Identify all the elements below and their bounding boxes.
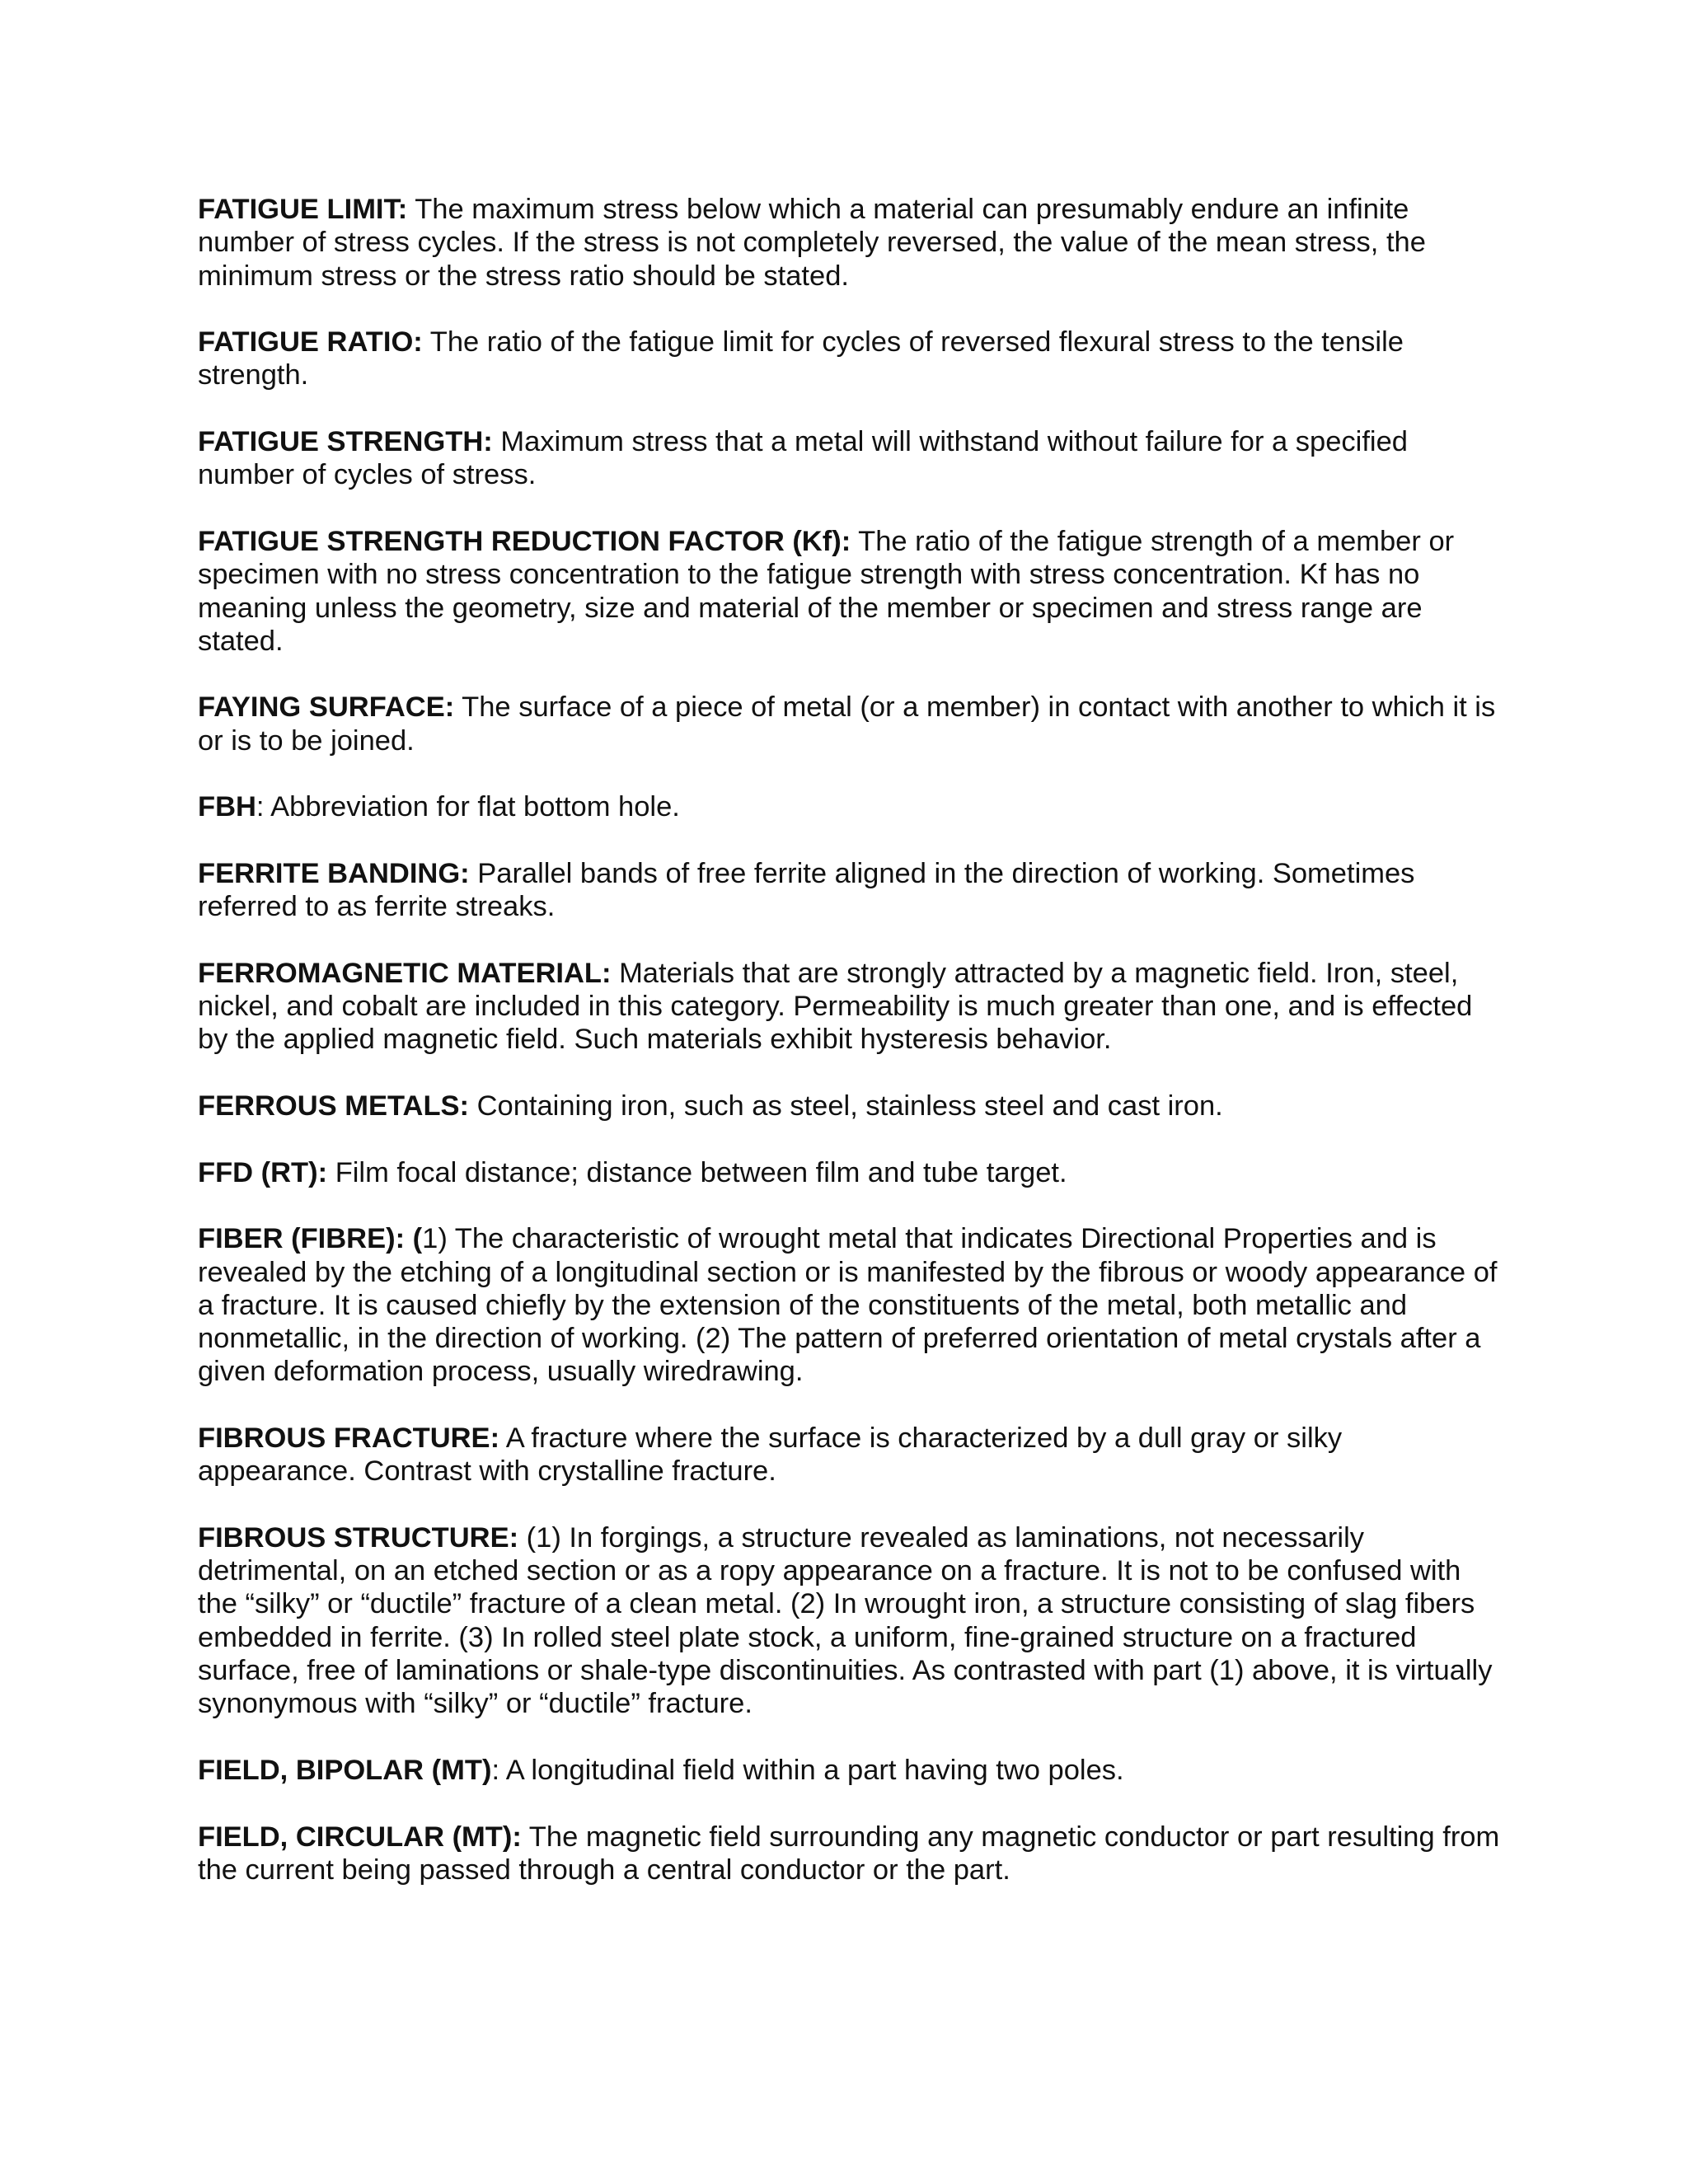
glossary-term: FIELD, CIRCULAR (MT): xyxy=(198,1821,522,1853)
glossary-entry-ferrous-metals xyxy=(198,1090,1500,1122)
glossary-definition: The maximum stress below which a material can presumably endure an infinite number of stress cycles. If the stress is not completely reversed, the value of the mean stress, the minimum stress or the stress ratio should be stated. xyxy=(198,194,1426,292)
glossary-entry-fiber xyxy=(198,1222,1500,1388)
glossary-term: FAYING SURFACE: xyxy=(198,691,455,724)
glossary-entry-field-bipolar xyxy=(198,1754,1500,1787)
glossary-definition: A fracture where the surface is characterized by a dull gray or silky appearance. Contrast with crystalline fracture. xyxy=(198,1422,1343,1488)
glossary-entry-fatigue-ratio xyxy=(198,326,1500,392)
glossary-term: FERROMAGNETIC MATERIAL: xyxy=(198,957,612,989)
glossary-entry-fibrous-fracture xyxy=(198,1422,1500,1488)
glossary-term: FATIGUE LIMIT: xyxy=(198,194,408,225)
glossary-entry-ferrite-banding xyxy=(198,857,1500,924)
glossary-entry-fatigue-strength xyxy=(198,425,1500,492)
glossary-term: FBH xyxy=(198,791,256,823)
glossary-term: FIBROUS FRACTURE: xyxy=(198,1422,500,1454)
glossary-entry-fibrous-structure xyxy=(198,1521,1500,1721)
glossary-entry-faying-surface xyxy=(198,691,1500,757)
glossary-entry-fatigue-limit xyxy=(198,193,1500,293)
glossary-definition: 1) The characteristic of wrought metal that indicates Directional Properties and is revealed by the etching of a longitudinal section or is manifested by the fibrous or woody appearance of a fracture. It is caused chiefly by the extension of the constituents of the metal, both metallic and nonmetallic, in the direction of working. (2) The pattern of preferred orientation of metal crystals after a given deformation process, usually wiredrawing. xyxy=(198,1223,1498,1388)
glossary-term: FERRITE BANDING: xyxy=(198,857,470,889)
glossary-definition: : Abbreviation for flat bottom hole. xyxy=(256,791,680,823)
glossary-definition: Parallel bands of free ferrite aligned in the direction of working. Sometimes referred to as ferrite streaks. xyxy=(198,857,1415,923)
glossary-entry-fatigue-strength-reduction-factor xyxy=(198,525,1500,658)
glossary-definition: The ratio of the fatigue limit for cycles of reversed flexural stress to the tensile strength. xyxy=(198,326,1404,391)
glossary-term: FIBER (FIBRE): ( xyxy=(198,1223,423,1255)
glossary-definition: (1) In forgings, a structure revealed as laminations, not necessarily detrimental, on an etched section or as a ropy appearance on a fracture. It is not to be confused with the “silky” or “ductile” fracture of a clean metal. (2) In wrought iron, a structure consisting of slag fibers embedded in ferrite. (3) In rolled steel plate stock, a uniform, fine-grained structure on a fractured surface, free of laminations or shale-type discontinuities. As contrasted with part (1) above, it is virtually synonymous with “silky” or “ductile” fracture. xyxy=(198,1521,1493,1720)
glossary-term: FATIGUE STRENGTH REDUCTION FACTOR (Kf): xyxy=(198,525,851,557)
glossary-term: FERROUS METALS: xyxy=(198,1090,470,1122)
glossary-definition: The ratio of the fatigue strength of a member or specimen with no stress concentration to the fatigue strength with stress concentration. Kf has no meaning unless the geometry, size and material of the member or specimen and stress range are stated. xyxy=(198,525,1455,657)
glossary-definition: The magnetic field surrounding any magnetic conductor or part resulting from the current being passed through a central conductor or the part. xyxy=(198,1821,1500,1886)
glossary-page xyxy=(198,193,1500,1919)
glossary-definition: Materials that are strongly attracted by a magnetic field. Iron, steel, nickel, and cobalt are included in this category. Permeability is much greater than one, and is effected by the applied magnetic field. Such materials exhibit hysteresis behavior. xyxy=(198,957,1473,1056)
glossary-definition: Containing iron, such as steel, stainless steel and cast iron. xyxy=(469,1090,1223,1122)
glossary-definition: The surface of a piece of metal (or a member) in contact with another to which it is or is to be joined. xyxy=(198,691,1496,757)
glossary-term: FIELD, BIPOLAR (MT) xyxy=(198,1754,492,1786)
glossary-entry-ffd xyxy=(198,1156,1500,1189)
glossary-entry-field-circular xyxy=(198,1821,1500,1887)
glossary-definition: Film focal distance; distance between film and tube target. xyxy=(327,1156,1067,1188)
glossary-term: FFD (RT): xyxy=(198,1156,328,1188)
glossary-definition: : A longitudinal field within a part having two poles. xyxy=(491,1754,1124,1786)
glossary-term: FATIGUE STRENGTH: xyxy=(198,426,493,458)
glossary-entry-fbh xyxy=(198,790,1500,823)
glossary-definition: Maximum stress that a metal will withstand without failure for a specified number of cycles of stress. xyxy=(198,426,1408,491)
glossary-term: FATIGUE RATIO: xyxy=(198,326,423,359)
glossary-term: FIBROUS STRUCTURE: xyxy=(198,1521,519,1554)
glossary-entry-ferromagnetic-material xyxy=(198,957,1500,1057)
